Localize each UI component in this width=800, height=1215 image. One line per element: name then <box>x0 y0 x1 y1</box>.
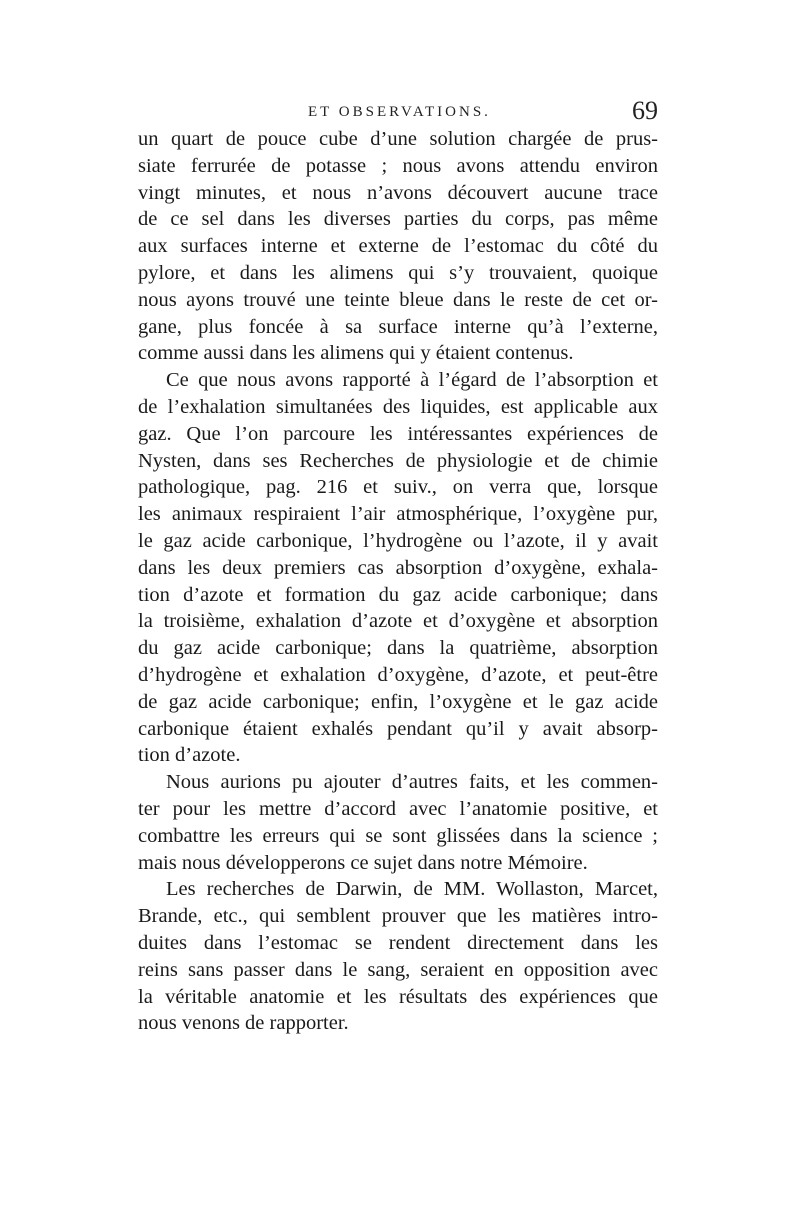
text-line: dans les deux premiers cas absorption d’oxygène, exhala- <box>138 556 658 579</box>
text-line: duites dans l’estomac se rendent directement dans les <box>138 931 658 954</box>
page-number: 69 <box>632 96 658 125</box>
text-line: vingt minutes, et nous n’avons découvert aucune trace <box>138 181 658 204</box>
text-line: de gaz acide carbonique; enfin, l’oxygène et le gaz acide <box>138 690 658 713</box>
text-line: les animaux respiraient l’air atmosphérique, l’oxygène pur, <box>138 503 658 526</box>
text-line: Les recherches de Darwin, de MM. Wollaston, Marcet, <box>166 878 658 901</box>
text-line: du gaz acide carbonique; dans la quatrième, absorption <box>138 637 658 660</box>
text-line: Brande, etc., qui semblent prouver que les matières intro- <box>138 905 658 928</box>
text-line: aux surfaces interne et externe de l’estomac du côté du <box>138 235 658 258</box>
text-line: mais nous développerons ce sujet dans notre Mémoire. <box>138 851 588 874</box>
text-line: de ce sel dans les diverses parties du corps, pas même <box>138 208 658 231</box>
text-line: la troisième, exhalation d’azote et d’oxygène et absorption <box>138 610 658 633</box>
text-line: gane, plus foncée à sa surface interne qu’à l’externe, <box>138 315 658 338</box>
running-title: ET OBSERVATIONS. <box>308 104 491 120</box>
text-line: tion d’azote et formation du gaz acide carbonique; dans <box>138 583 658 606</box>
text-line: gaz. Que l’on parcoure les intéressantes expériences de <box>138 422 658 445</box>
text-line: nous venons de rapporter. <box>138 1012 349 1035</box>
text-line: siate ferrurée de potasse ; nous avons attendu environ <box>138 154 658 177</box>
text-line: Nysten, dans ses Recherches de physiologie et de chimie <box>138 449 658 472</box>
text-line: comme aussi dans les alimens qui y étaient contenus. <box>138 342 574 365</box>
text-line: un quart de pouce cube d’une solution chargée de prus- <box>138 128 658 150</box>
body-text <box>138 126 658 1037</box>
text-line: nous ayons trouvé une teinte bleue dans le reste de cet or- <box>138 288 658 311</box>
text-line: pylore, et dans les alimens qui s’y trouvaient, quoique <box>138 261 658 284</box>
text-line: reins sans passer dans le sang, seraient en opposition avec <box>138 958 658 981</box>
running-head <box>138 96 658 128</box>
text-line: ter pour les mettre d’accord avec l’anatomie positive, et <box>138 797 658 820</box>
text-line: pathologique, pag. 216 et suiv., on verra que, lorsque <box>138 476 658 499</box>
text-line: carbonique étaient exhalés pendant qu’il y avait absorp- <box>138 717 658 740</box>
text-line: de l’exhalation simultanées des liquides, est applicable aux <box>138 395 658 418</box>
text-line: le gaz acide carbonique, l’hydrogène ou l’azote, il y avait <box>138 529 658 552</box>
text-line: d’hydrogène et exhalation d’oxygène, d’azote, et peut-être <box>138 663 658 686</box>
text-line: tion d’azote. <box>138 744 241 767</box>
text-line: Ce que nous avons rapporté à l’égard de l’absorption et <box>166 369 658 392</box>
text-line: Nous aurions pu ajouter d’autres faits, et les commen- <box>166 771 658 794</box>
text-line: combattre les erreurs qui se sont glissées dans la science ; <box>138 824 658 847</box>
text-line: la véritable anatomie et les résultats des expériences que <box>138 985 658 1008</box>
